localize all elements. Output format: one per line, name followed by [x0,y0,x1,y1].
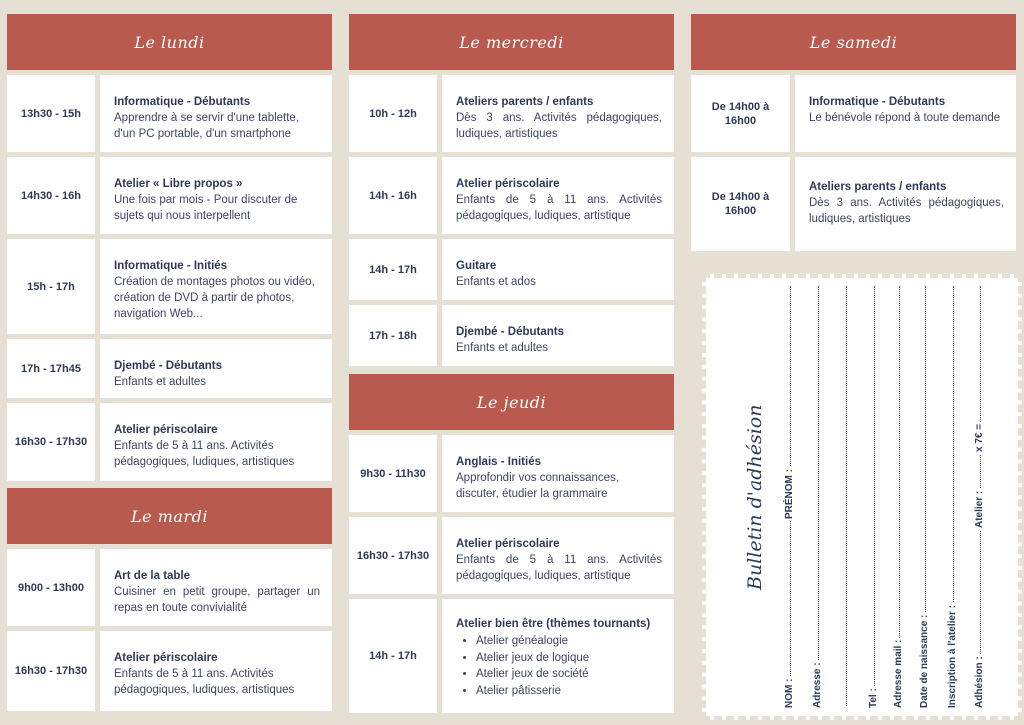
activity-cell [100,157,332,234]
header-lundi [7,14,332,70]
time-cell: 16h30 - 17h30 [349,517,437,594]
time-cell: 9h30 - 11h30 [349,435,437,512]
activity-cell [442,435,674,512]
time-cell: De 14h00 à 16h00 [691,75,790,152]
activity-desc: Enfants de 5 à 11 ans. Activités pédagogiques, ludiques, artistiques [114,668,295,696]
activity-cell [442,517,674,594]
adhesion-label: Adhésion : [974,656,985,708]
prenom-label: PRÉNOM : [784,469,795,519]
activity-desc: Enfants de 5 à 11 ans. Activités pédagogiques, ludiques, artistique [456,194,662,222]
activity-title: Atelier périscolaire [114,424,218,436]
time-cell: 17h - 18h [349,305,437,366]
activity-desc: Le bénévole répond à toute demande [809,112,1001,124]
day-title: Le jeudi [476,392,547,412]
activity-cell [100,75,332,152]
activity-title: Djembé - Débutants [114,360,222,372]
activity-cell [795,75,1016,152]
price-label: x 7€ = [974,423,985,452]
time-cell: 14h - 17h [349,599,437,713]
tel-label: Tel : [868,688,879,708]
list-item: • Atelier généalogie [476,633,662,650]
activity-cell [442,239,674,300]
atelier-label: Atelier : [974,490,985,528]
activity-cell [100,549,332,626]
day-title: Le mardi [131,506,208,526]
header-mardi [7,488,332,544]
time-cell: 9h00 - 13h00 [7,549,95,626]
activity-title: Atelier périscolaire [114,652,218,664]
email-label: Adresse mail : [893,639,904,708]
activity-desc: Approfondir vos connaissances, discuter, étudier la grammaire [456,472,620,500]
membership-form [702,274,1022,720]
activity-cell [100,239,332,334]
activity-list [456,633,662,699]
activity-title: Informatique - Débutants [809,96,946,108]
activity-cell [442,157,674,234]
adresse-line-2[interactable] [840,286,854,706]
time-cell: 17h - 17h45 [7,339,95,398]
birthdate-label: Date de naissance : [919,614,930,708]
activity-title: Guitare [456,260,497,272]
activity-title: Atelier bien être (thèmes tournants) [456,618,651,630]
time-cell: 13h30 - 15h [7,75,95,152]
activity-desc: Enfants et ados [456,276,536,288]
list-item: • Atelier pâtisserie [476,683,662,700]
activity-desc: Cuisiner en petit groupe, partager un repas en toute convivialité [114,586,320,614]
tel-field[interactable] [868,286,882,706]
activity-title: Atelier périscolaire [456,178,560,190]
workshop-registration-label: Inscription à l'atelier : [947,605,958,708]
activity-desc: Enfants de 5 à 11 ans. Activités pédagogiques, ludiques, artistique [456,554,662,582]
activity-title: Djembé - Débutants [456,326,564,338]
time-cell: 14h30 - 16h [7,157,95,234]
activity-title: Atelier périscolaire [456,538,560,550]
header-samedi [691,14,1016,70]
list-item: • Atelier jeux de logique [476,650,662,667]
time-cell: 14h - 16h [349,157,437,234]
adresse-label: Adresse : [812,662,823,708]
day-title: Le lundi [134,32,205,52]
activity-title: Atelier « Libre propos » [114,178,243,190]
time-cell: 14h - 17h [349,239,437,300]
activity-cell [442,599,674,713]
time-cell: 16h30 - 17h30 [7,403,95,481]
activity-cell [100,631,332,711]
activity-desc: Dès 3 ans. Activités pédagogiques, ludiques, artistiques [456,112,662,140]
activity-title: Anglais - Initiés [456,456,541,468]
adresse-field[interactable] [812,286,826,706]
activity-desc: Enfants et adultes [114,376,207,388]
activity-title: Ateliers parents / enfants [809,181,947,193]
activity-desc: Enfants et adultes [456,342,549,354]
activity-cell [442,75,674,152]
header-mercredi [349,14,674,70]
header-jeudi [349,374,674,430]
activity-title: Informatique - Initiés [114,260,228,272]
activity-cell [795,157,1016,251]
activity-cell [100,339,332,398]
activity-title: Art de la table [114,570,191,582]
day-title: Le mercredi [459,32,564,52]
activity-cell [100,403,332,481]
list-item: • Atelier jeux de société [476,666,662,683]
activity-desc: Apprendre à se servir d'une tablette, d'un PC portable, d'un smartphone [114,112,300,140]
activity-desc: Une fois par mois - Pour discuter de sujets qui nous interpellent [114,194,298,222]
activity-desc: Dès 3 ans. Activités pédagogiques, ludiques, artistiques [809,197,1004,225]
activity-desc: Création de montages photos ou vidéo, création de DVD à partir de photos, navigation Web... [114,276,315,320]
form-title: Bulletin d'adhésion [744,404,766,590]
activity-cell [442,305,674,366]
activity-title: Ateliers parents / enfants [456,96,594,108]
time-cell: 15h - 17h [7,239,95,334]
time-cell: 10h - 12h [349,75,437,152]
time-cell: De 14h00 à 16h00 [691,157,790,251]
activity-title: Informatique - Débutants [114,96,251,108]
time-cell: 16h30 - 17h30 [7,631,95,711]
activity-desc: Enfants de 5 à 11 ans. Activités pédagogiques, ludiques, artistiques [114,440,295,468]
nom-label: NOM : [784,678,795,708]
day-title: Le samedi [809,32,898,52]
